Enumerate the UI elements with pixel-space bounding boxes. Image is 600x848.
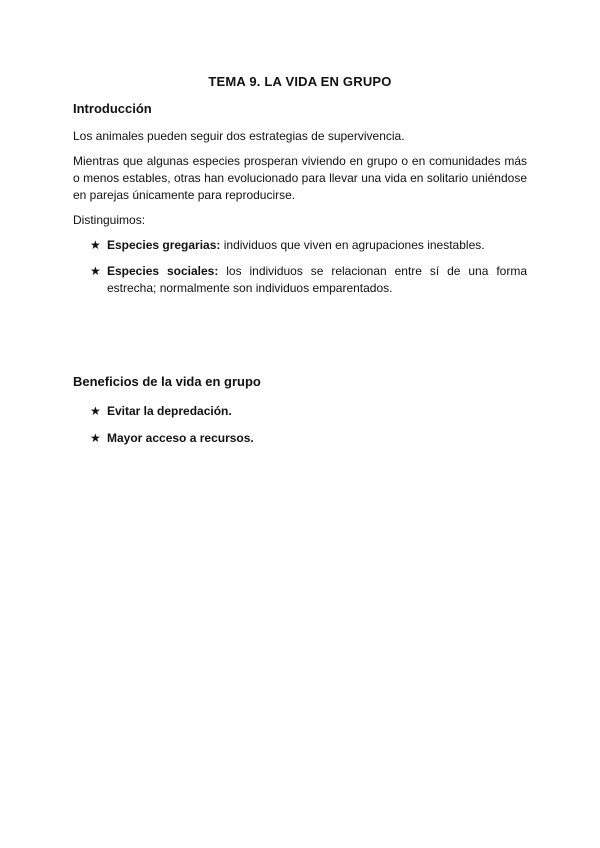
bullet-term: Especies gregarias: (107, 238, 221, 252)
bullet-term: Especies sociales: (107, 264, 219, 278)
benefits-list (90, 403, 527, 447)
bullet-term: Mayor acceso a recursos. (107, 431, 254, 445)
list-item (90, 237, 527, 254)
page-title: TEMA 9. LA VIDA EN GRUPO (208, 74, 392, 89)
bullet-text: individuos que viven en agrupaciones inestables. (220, 238, 485, 252)
intro-paragraph-1: Los animales pueden seguir dos estrategias de supervivencia. (73, 129, 405, 143)
benefits-heading: Beneficios de la vida en grupo (73, 374, 261, 389)
intro-paragraph-3: Distinguimos: (73, 213, 146, 227)
bullet-text: los individuos se relacionan entre sí de una forma estrecha; normalmente son individuos emparentados. (107, 264, 527, 295)
species-list (90, 237, 527, 297)
list-item (90, 403, 527, 420)
star-icon: ★ (90, 431, 101, 445)
star-icon: ★ (90, 404, 101, 418)
star-icon: ★ (90, 238, 101, 252)
intro-paragraph-2: Mientras que algunas especies prosperan viviendo en grupo o en comunidades más o menos estables, otras han evolucionado para llevar una vida en solitario uniéndose en parejas únicamente para reproducirse. (73, 154, 527, 202)
star-icon: ★ (90, 264, 101, 278)
intro-heading: Introducción (73, 101, 152, 116)
bullet-term: Evitar la depredación. (107, 404, 232, 418)
list-item (90, 430, 527, 447)
list-item (90, 263, 527, 297)
